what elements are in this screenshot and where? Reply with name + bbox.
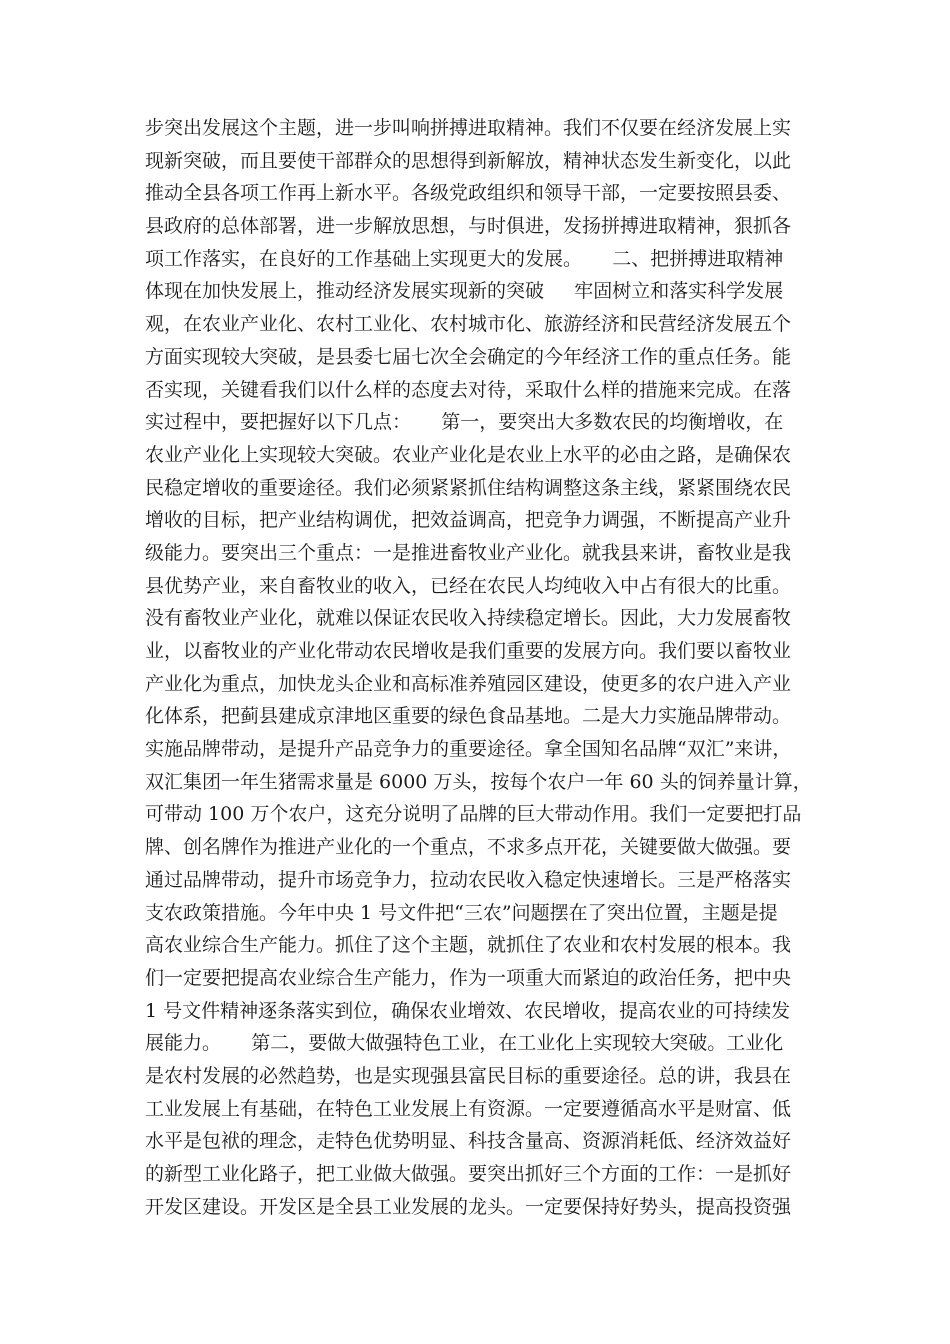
text-line-30: 是农村发展的必然趋势，也是实现强县富民目标的重要途径。总的讲，我县在 [145, 1064, 792, 1087]
text-line-23: 牌、创名牌作为推进产业化的一个重点，不求多点开花，关键要做大做强。要 [145, 836, 792, 859]
text-line-5: 项工作落实，在良好的工作基础上实现更大的发展。 二、把拼搏进取精神 [145, 247, 784, 270]
text-line-11: 农业产业化上实现较大突破。农业产业化是农业上水平的必由之路，是确保农 [145, 443, 792, 466]
text-line-7: 观，在农业产业化、农村工业化、农村城市化、旅游经济和民营经济发展五个 [145, 313, 792, 336]
text-line-8: 方面实现较大突破，是县委七届七次全会确定的今年经济工作的重点任务。能 [145, 345, 792, 368]
text-line-14: 级能力。要突出三个重点：一是推进畜牧业产业化。就我县来讲，畜牧业是我 [145, 541, 792, 564]
body-text [145, 112, 812, 1223]
text-line-12: 民稳定增收的重要途径。我们必须紧紧抓住结构调整这条主线，紧紧围绕农民 [145, 476, 792, 499]
text-line-33: 的新型工业化路子，把工业做大做强。要突出抓好三个方面的工作：一是抓好 [145, 1163, 792, 1185]
text-line-26: 高农业综合生产能力。抓住了这个主题，就抓住了农业和农村发展的根本。我 [145, 934, 792, 957]
text-line-34: 开发区建设。开发区是全县工业发展的龙头。一定要保持好势头，提高投资强 [145, 1195, 792, 1218]
text-line-28: 1 号文件精神逐条落实到位，确保农业增效、农民增收，提高农业的可持续发 [145, 999, 791, 1022]
text-line-21: 双汇集团一年生猪需求量是 6000 万头，按每个农户一年 60 头的饲养量计算， [145, 770, 812, 793]
text-line-29: 展能力。 第二，要做大做强特色工业，在工业化上实现较大突破。工业化 [145, 1032, 784, 1055]
text-line-6: 体现在加快发展上，推动经济发展实现新的突破 牢固树立和落实科学发展 [145, 280, 784, 303]
text-line-32: 水平是包袱的理念，走特色优势明显、科技含量高、资源消耗低、经济效益好 [145, 1130, 792, 1153]
text-line-19: 化体系，把蓟县建成京津地区重要的绿色食品基地。二是大力实施品牌带动。 [145, 705, 792, 728]
text-line-24: 通过品牌带动，提升市场竞争力，拉动农民收入稳定快速增长。三是严格落实 [145, 868, 792, 891]
text-line-25: 支农政策措施。今年中央 1 号文件把“三农”问题摆在了突出位置，主题是提 [145, 901, 778, 924]
text-line-31: 工业发展上有基础，在特色工业发展上有资源。一定要遵循高水平是财富、低 [145, 1097, 792, 1120]
text-line-22: 可带动 100 万个农户，这充分说明了品牌的巨大带动作用。我们一定要把打品 [145, 803, 802, 826]
text-line-18: 产业化为重点，加快龙头企业和高标准养殖园区建设，使更多的农户进入产业 [145, 672, 792, 695]
text-line-16: 没有畜牧业产业化，就难以保证农民收入持续稳定增长。因此，大力发展畜牧 [145, 607, 792, 630]
text-line-2: 现新突破，而且要使干部群众的思想得到新解放，精神状态发生新变化，以此 [145, 149, 792, 172]
text-line-1: 步突出发展这个主题，进一步叫响拼搏进取精神。我们不仅要在经济发展上实 [145, 117, 792, 139]
text-line-15: 县优势产业，来自畜牧业的收入，已经在农民人均纯收入中占有很大的比重。 [145, 574, 792, 597]
text-line-10: 实过程中，要把握好以下几点： 第一，要突出大多数农民的均衡增收，在 [145, 411, 784, 434]
text-line-4: 县政府的总体部署，进一步解放思想，与时俱进，发扬拼搏进取精神，狠抓各 [145, 215, 792, 238]
text-line-9: 否实现，关键看我们以什么样的态度去对待，采取什么样的措施来完成。在落 [145, 378, 792, 401]
text-line-20: 实施品牌带动，是提升产品竞争力的重要途径。拿全国知名品牌“双汇”来讲， [145, 738, 792, 761]
text-line-17: 业，以畜牧业的产业化带动农民增收是我们重要的发展方向。我们要以畜牧业 [145, 640, 792, 662]
text-line-3: 推动全县各项工作再上新水平。各级党政组织和领导干部，一定要按照县委、 [145, 182, 792, 205]
text-line-27: 们一定要把提高农业综合生产能力，作为一项重大而紧迫的政治任务，把中央 [145, 966, 792, 989]
text-line-13: 增收的目标，把产业结构调优，把效益调高，把竞争力调强，不断提高产业升 [145, 509, 792, 532]
